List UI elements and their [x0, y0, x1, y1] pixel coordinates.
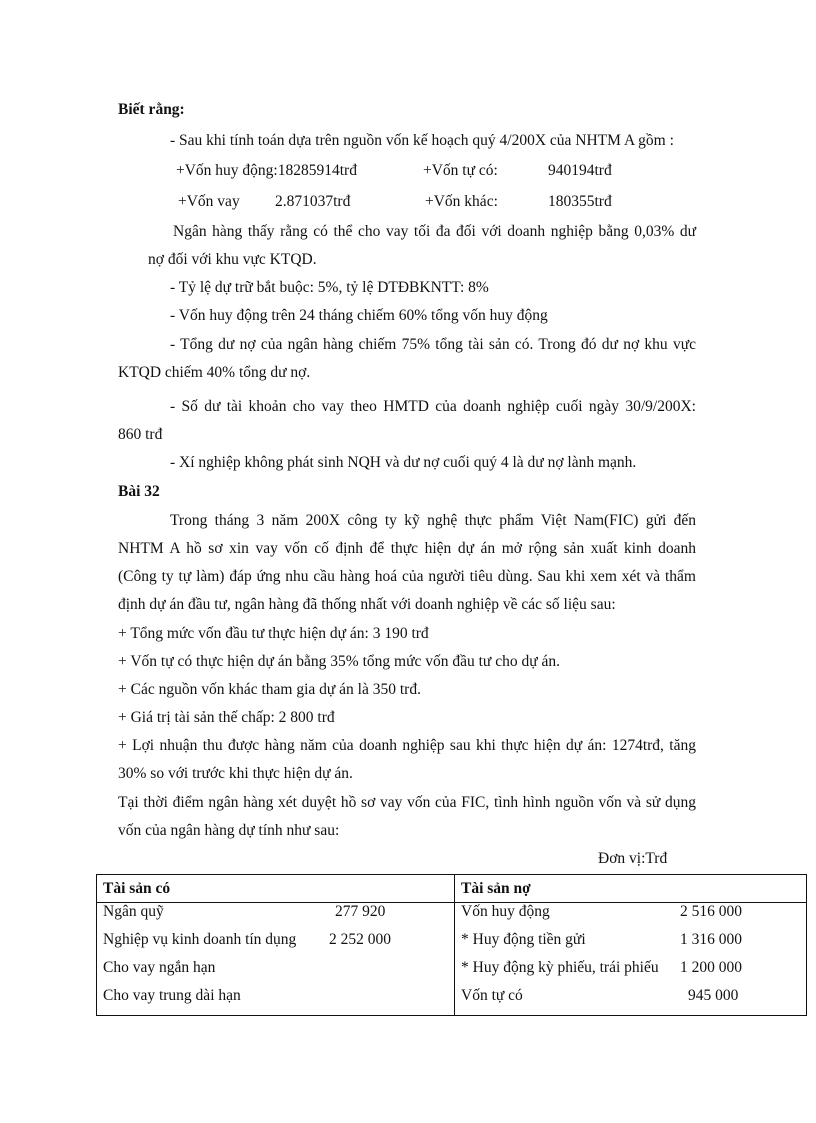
- fic-paragraph-line-4: định dự án đầu tư, ngân hàng đã thống nhất với doanh nghiệp về các số liệu sau:: [118, 596, 616, 613]
- account-balance-line-2: 860 trđ: [118, 426, 163, 443]
- funding-situation-line-2: vốn của ngân hàng dự tính như sau:: [118, 822, 340, 839]
- asset-label: Cho vay ngắn hạn: [103, 959, 216, 976]
- over-24-months-line: - Vốn huy động trên 24 tháng chiếm 60% tổng vốn huy động: [170, 307, 548, 324]
- funding-situation-line-1: Tại thời điểm ngân hàng xét duyệt hồ sơ vay vốn của FIC, tình hình nguồn vốn và sử dụng: [118, 794, 696, 811]
- item-own-capital: + Vốn tự có thực hiện dự án bằng 35% tổng mức vốn đầu tư cho dự án.: [118, 653, 560, 670]
- item-other-sources: + Các nguồn vốn khác tham gia dự án là 350 trđ.: [118, 681, 421, 698]
- liability-value: 1 316 000: [680, 931, 742, 948]
- liability-value: 1 200 000: [680, 959, 742, 976]
- balance-sheet-table: [96, 874, 807, 1016]
- asset-label: Ngân quỹ: [103, 903, 164, 920]
- total-debt-line-1: - Tổng dư nợ của ngân hàng chiếm 75% tổng tài sản có. Trong đó dư nợ khu vực: [170, 336, 696, 353]
- fund-huy-dong-value: 18285914trđ: [277, 162, 357, 179]
- no-overdue-line: - Xí nghiệp không phát sinh NQH và dư nợ cuối quý 4 là dư nợ lành mạnh.: [170, 454, 637, 471]
- asset-label: Nghiệp vụ kinh doanh tín dụng: [103, 931, 297, 948]
- fic-paragraph-line-3: (Công ty tự làm) đáp ứng nhu cầu hàng hoá của người tiêu dùng. Sau khi xem xét và thẩm: [118, 568, 696, 585]
- fund-vay-label: +Vốn vay: [178, 193, 240, 210]
- total-debt-line-2: KTQD chiếm 40% tổng dư nợ.: [118, 364, 311, 381]
- liability-label: Vốn tự có: [461, 987, 523, 1004]
- liabilities-header: Tài sản nợ: [455, 875, 807, 903]
- account-balance-line-1: - Số dư tài khoản cho vay theo HMTD của doanh nghiệp cuối ngày 30/9/200X:: [170, 398, 696, 415]
- asset-label: Cho vay trung dài hạn: [103, 987, 241, 1004]
- item-collateral: + Giá trị tài sản thế chấp: 2 800 trđ: [118, 709, 335, 726]
- fic-paragraph-line-2: NHTM A hồ sơ xin vay vốn cố định để thực hiện dự án mở rộng sản xuất kinh doanh: [118, 540, 696, 557]
- fund-huy-dong-label: +Vốn huy động:18285914trđ: [176, 162, 357, 179]
- item-profit-line-2: 30% so với trước khi thực hiện dự án.: [118, 765, 353, 782]
- liability-value: 945 000: [688, 987, 739, 1004]
- fund-khac-label: +Vốn khác:: [425, 193, 498, 210]
- fic-paragraph-line-1: Trong tháng 3 năm 200X công ty kỹ nghệ thực phẩm Việt Nam(FIC) gửi đến: [170, 512, 696, 529]
- intro-line: - Sau khi tính toán dựa trên nguồn vốn kế hoạch quý 4/200X của NHTM A gồm :: [170, 132, 674, 149]
- assets-header: Tài sản có: [97, 875, 455, 903]
- liability-value: 2 516 000: [680, 903, 742, 920]
- item-profit-line-1: + Lợi nhuận thu được hàng năm của doanh nghiệp sau khi thực hiện dự án: 1274trđ, tăng: [118, 737, 696, 754]
- section-heading-biet-rang: Biết rằng:: [118, 101, 185, 118]
- fund-khac-value: 180355trđ: [548, 193, 612, 210]
- liability-label: * Huy động kỳ phiếu, trái phiếu: [461, 959, 659, 976]
- fund-tu-co-label: +Vốn tự có:: [423, 162, 498, 179]
- reserve-ratio-line: - Tỷ lệ dự trữ bắt buộc: 5%, tỷ lệ DTĐBKNTT: 8%: [170, 279, 489, 296]
- fund-vay-value: 2.871037trđ: [275, 193, 351, 210]
- item-total-investment: + Tổng mức vốn đầu tư thực hiện dự án: 3 190 trđ: [118, 625, 429, 642]
- loan-limit-line-2: nợ đối với khu vực KTQD.: [148, 251, 317, 268]
- table-header-row: [97, 875, 807, 903]
- unit-label: Đơn vị:Trđ: [598, 850, 668, 867]
- loan-limit-line-1: Ngân hàng thấy rằng có thể cho vay tối đa đối với doanh nghiệp bằng 0,03% dư: [173, 223, 696, 240]
- table-row: [97, 959, 807, 987]
- section-heading-bai-32: Bài 32: [118, 483, 160, 500]
- table-row: [97, 987, 807, 1016]
- liability-label: Vốn huy động: [461, 903, 550, 920]
- table-row: [97, 931, 807, 959]
- asset-value: 2 252 000: [329, 931, 391, 948]
- asset-value: 277 920: [335, 903, 386, 920]
- liability-label: * Huy động tiền gửi: [461, 931, 586, 948]
- fund-tu-co-value: 940194trđ: [548, 162, 612, 179]
- table-row: [97, 903, 807, 932]
